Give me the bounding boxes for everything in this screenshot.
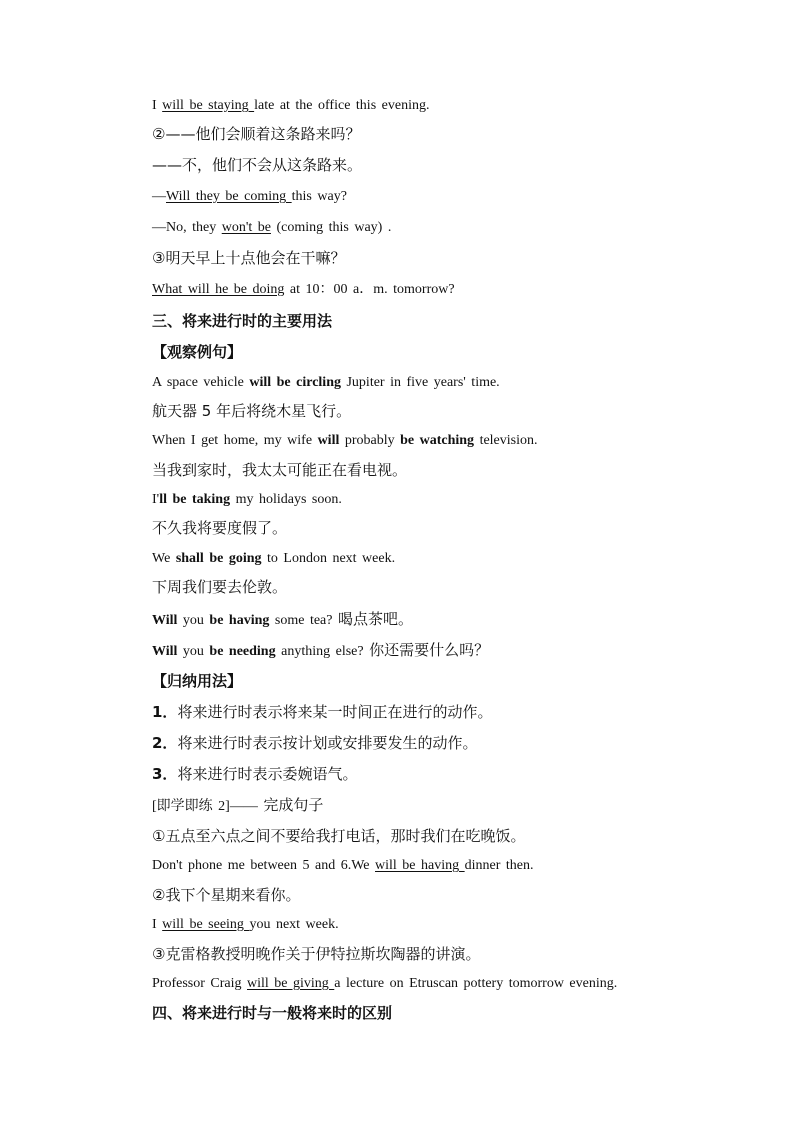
example-1-translation: 航天器 5 年后将绕木星飞行。 xyxy=(152,402,352,420)
translation: 喝点茶吧。 xyxy=(337,610,413,628)
practice-answer-1 xyxy=(152,857,534,875)
text: Jupiter in five years' time. xyxy=(340,375,500,390)
practice-prompt-3: ③克雷格教授明晚作关于伊特拉斯坎陶器的讲演。 xyxy=(152,945,481,963)
text: a lecture on Etruscan pottery tomorrow evening. xyxy=(334,976,618,991)
text: you next week. xyxy=(249,917,339,932)
subheading-summary: 【归纳用法】 xyxy=(152,672,243,690)
text: —No, they xyxy=(152,220,222,235)
filled-blank: won't be xyxy=(221,220,271,235)
item-text: 将来进行时表示将来某一时间正在进行的动作。 xyxy=(177,703,493,721)
example-3-translation: 不久我将要度假了。 xyxy=(152,519,288,537)
item-number: 3． xyxy=(152,765,178,783)
practice-heading xyxy=(152,796,323,816)
text: late at the office this evening. xyxy=(254,98,430,113)
usage-item-3 xyxy=(152,765,357,783)
example-2-translation: 当我到家时，我太太可能正在看电视。 xyxy=(152,461,408,479)
text: When I get home, my wife xyxy=(152,433,318,448)
filled-blank: What will he be doing xyxy=(152,282,285,297)
filled-blank: will be giving xyxy=(247,976,335,991)
example-3 xyxy=(152,491,342,509)
answer-line-3 xyxy=(152,281,455,299)
text: you xyxy=(177,644,210,659)
subheading-observe: 【观察例句】 xyxy=(152,343,243,361)
text: A space vehicle xyxy=(152,375,250,390)
item-number: 1． xyxy=(152,703,178,721)
filled-blank: will be seeing xyxy=(162,917,250,932)
practice-answer-2 xyxy=(152,916,339,934)
bold-verb: will xyxy=(317,433,340,448)
text: at 10：00 a．m. tomorrow? xyxy=(284,282,455,297)
example-2 xyxy=(152,432,538,450)
text: (coming this way) . xyxy=(270,220,392,235)
bold-verb: Will xyxy=(152,644,178,659)
bold-verb: shall be going xyxy=(175,551,262,566)
example-4-translation: 下周我们要去伦敦。 xyxy=(152,578,288,596)
text: some tea? xyxy=(269,613,338,628)
usage-item-2 xyxy=(152,734,477,752)
bold-verb: will be circling xyxy=(249,375,341,390)
text: you xyxy=(177,613,210,628)
exercise-prompt-3: ③明天早上十点他会在干嘛？ xyxy=(152,249,346,267)
text: to London next week. xyxy=(261,551,396,566)
text: [即学即练 2]—— xyxy=(152,799,264,814)
answer-line-2b xyxy=(152,219,391,237)
practice-answer-3 xyxy=(152,975,617,993)
answer-line-2a xyxy=(152,188,347,206)
practice-prompt-1: ①五点至六点之间不要给我打电话，那时我们在吃晚饭。 xyxy=(152,827,526,845)
bold-verb: ll be taking xyxy=(159,492,231,507)
text: I xyxy=(152,98,163,113)
text: — xyxy=(152,189,166,204)
usage-item-1 xyxy=(152,703,492,721)
example-4 xyxy=(152,550,395,568)
section-heading-3: 三、将来进行时的主要用法 xyxy=(152,312,333,330)
bold-verb: be needing xyxy=(209,644,276,659)
text: I xyxy=(152,917,163,932)
text: my holidays soon. xyxy=(230,492,342,507)
text: Don't phone me between 5 and 6.We xyxy=(152,858,376,873)
item-number: 2． xyxy=(152,734,178,752)
exercise-prompt-2: ②——他们会顺着这条路来吗？ xyxy=(152,125,361,143)
item-text: 将来进行时表示按计划或安排要发生的动作。 xyxy=(177,734,478,752)
text: 完成句子 xyxy=(263,796,324,814)
answer-line-1 xyxy=(152,97,429,115)
translation: 你还需要什么吗？ xyxy=(369,641,490,659)
text: Professor Craig xyxy=(152,976,247,991)
bold-verb: be having xyxy=(209,613,270,628)
practice-prompt-2: ②我下个星期来看你。 xyxy=(152,886,301,904)
bold-verb: be watching xyxy=(400,433,475,448)
exercise-prompt-2-reply: ——不，他们不会从这条路来。 xyxy=(152,156,363,174)
filled-blank: will be staying xyxy=(162,98,255,113)
section-heading-4: 四、将来进行时与一般将来时的区别 xyxy=(152,1004,393,1022)
example-1 xyxy=(152,374,500,392)
filled-blank: will be having xyxy=(375,858,465,873)
text: television. xyxy=(474,433,538,448)
text: I' xyxy=(152,492,160,507)
text: probably xyxy=(339,433,401,448)
text: dinner then. xyxy=(464,858,534,873)
text: this way? xyxy=(291,189,347,204)
filled-blank: Will they be coming xyxy=(166,189,292,204)
text: We xyxy=(152,551,176,566)
bold-verb: Will xyxy=(152,613,178,628)
text: anything else? xyxy=(275,644,370,659)
example-5 xyxy=(152,610,413,630)
item-text: 将来进行时表示委婉语气。 xyxy=(177,765,358,783)
example-6 xyxy=(152,641,489,661)
